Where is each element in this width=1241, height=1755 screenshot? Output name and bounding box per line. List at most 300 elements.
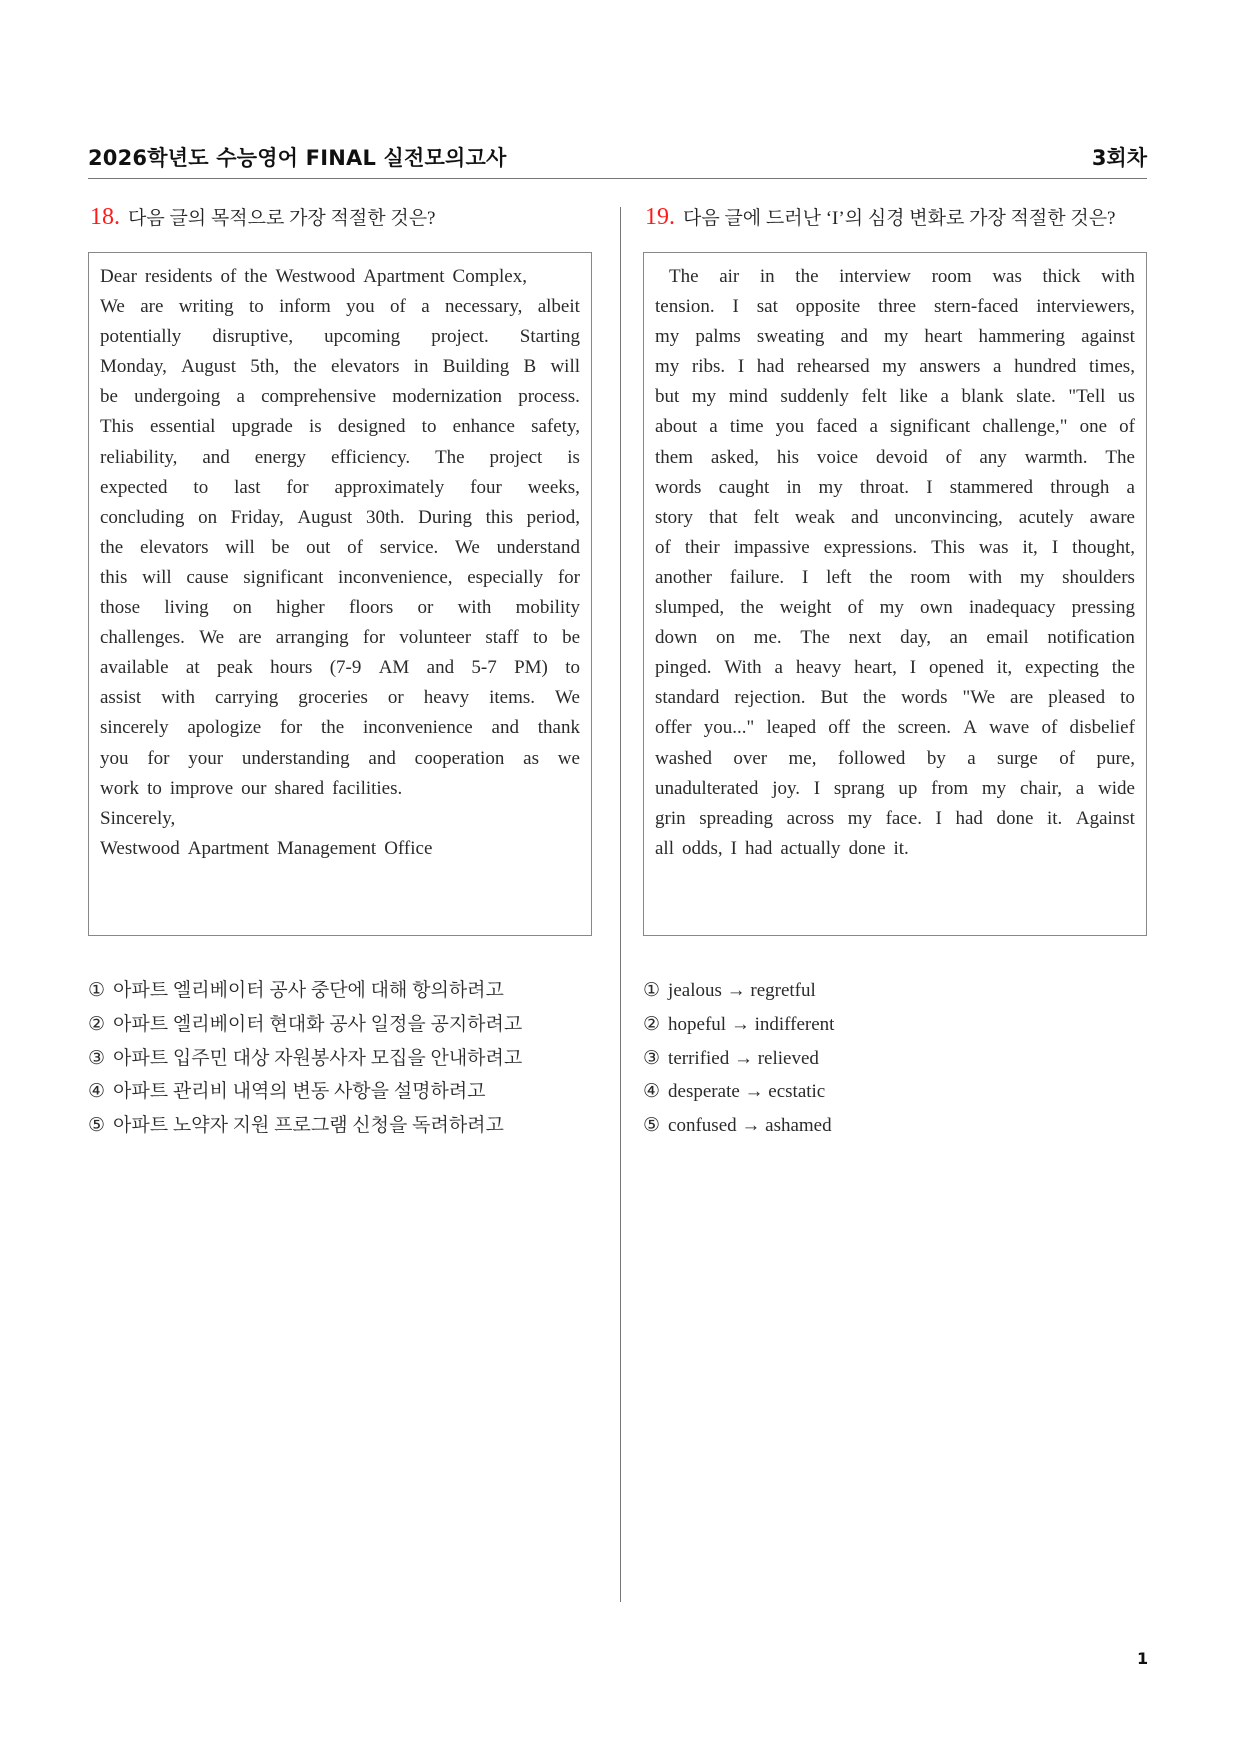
word: This [100,416,134,438]
word: aware [1089,506,1135,528]
word: off [828,717,851,739]
word: A [963,717,977,739]
word: I [737,356,745,378]
word: pressing [1071,597,1135,619]
word: the [1111,657,1135,679]
word: Apartment [187,837,270,859]
word: and [491,717,519,739]
word: them [655,446,693,468]
word: room [910,566,951,588]
word: Management [277,837,377,859]
word: unadulterated [655,777,759,799]
word: those [100,597,141,619]
passage-line [100,382,580,412]
word: of [1119,416,1135,438]
word: asked, [710,446,759,468]
word: higher [276,597,325,619]
passage-line [655,744,1135,774]
word: failure. [729,566,785,588]
word: my [691,386,717,408]
word: up [898,777,918,799]
word: in [786,476,802,498]
word: the [320,717,345,739]
word: Dear [100,266,137,287]
word: AM [378,657,410,679]
word: hours [270,657,313,679]
word: opposite [795,296,861,318]
word: staff [485,627,519,649]
word: us [1117,386,1135,408]
word: left [826,566,852,588]
word: stern-faced [933,296,1019,318]
word: safety, [531,416,580,438]
passage-line [100,683,580,713]
word: Apartment [363,266,445,287]
word: process. [518,386,580,408]
passage-line [100,473,580,503]
word: This [931,536,965,558]
question-text: 다음 글의 목적으로 가장 적절한 것은? [128,208,436,229]
word: to [193,476,209,498]
passage-line [655,713,1135,743]
word: mind [728,386,768,408]
answer-choice-2[interactable] [643,1008,834,1042]
word: of [1041,717,1058,739]
word: pinged. [655,657,712,679]
word: are [140,296,164,318]
word: efficiency. [331,446,411,468]
word: you [346,296,375,318]
header-divider [88,178,1147,179]
word: chair, [1019,777,1062,799]
word: period, [526,506,580,528]
word: heart, [854,657,897,679]
choice-text: confused → ashamed [668,1115,832,1137]
word: our [241,777,267,799]
word: it, [1022,536,1038,558]
choice-number: ② [88,1013,106,1035]
word: peak [216,657,253,679]
choice-text: 아파트 노약자 지원 프로그램 신청을 독려하려고 [113,1115,504,1137]
word: be [562,627,580,649]
word: face. [885,807,922,829]
word: it, [996,657,1013,679]
word: joy. [772,777,800,799]
word: We [455,536,480,558]
passage-line [655,623,1135,653]
passage-line [655,774,1135,804]
word: in [413,356,429,378]
word: to [421,416,437,438]
word: air [719,266,740,287]
word: upgrade [231,416,293,438]
word: a [236,386,245,408]
word: expressions. [823,536,918,558]
word: of [347,536,363,558]
passage-line [100,713,580,743]
word: The [435,446,465,468]
word: ribs. [691,356,726,378]
word: necessary, [444,296,523,318]
word: approximately [334,476,445,498]
word: for [557,566,580,588]
word: sat [756,296,778,318]
word: my [655,356,680,378]
word: your [188,747,224,769]
question-19-passage [643,252,1147,936]
passage-line [655,834,1135,864]
passage-line [655,262,1135,292]
word: We [100,296,125,318]
passage-line [100,563,580,593]
word: apologize [187,717,262,739]
word: We [199,627,225,649]
passage-line [100,744,580,774]
word: me. [753,627,782,649]
word: day, [900,627,932,649]
word: or [387,687,404,709]
word: that [709,506,738,528]
word: in [759,266,775,287]
word: "Tell [1068,386,1106,408]
word: of [847,597,864,619]
word: any [979,446,1007,468]
word: the [862,717,886,739]
word: upcoming [324,326,401,348]
word: With [724,657,762,679]
word: slate. [1016,386,1056,408]
word: my [884,326,909,348]
word: on [232,597,252,619]
word: improve [169,777,234,799]
word: to [248,296,264,318]
choice-text: jealous → regretful [668,980,816,1001]
word: heavy [423,687,470,709]
passage-line [655,593,1135,623]
answer-choice-5[interactable] [643,1109,834,1143]
word: I [732,296,739,318]
choice-number: ① [88,980,106,1001]
word: own [920,597,953,619]
word: albeit [537,296,580,318]
word: a [993,356,1002,378]
word: about [655,416,698,438]
passage-line [100,352,580,382]
word: reliability, [100,446,178,468]
answer-choice-4[interactable] [643,1075,834,1109]
word: to [533,627,548,649]
word: devoid [875,446,928,468]
word: this [100,566,128,588]
word: was [978,536,1009,558]
word: an [949,627,968,649]
word: to [147,777,162,799]
passage-line [100,262,580,292]
choice-number: ① [643,980,661,1001]
word: it. [893,837,909,859]
word: but [655,386,680,408]
word: groceries [298,687,368,709]
word: me, [788,747,817,769]
passage-line [100,322,580,352]
word: challenge," [982,416,1068,438]
word: inconvenience, [338,566,453,588]
word: Against [1075,807,1135,829]
word: inadequacy [968,597,1056,619]
word: the [795,266,819,287]
word: I [1051,536,1059,558]
word: across [786,807,835,829]
word: Friday, [230,506,284,528]
word: unconvincing, [894,506,1003,528]
word: thick [1042,266,1081,287]
word: of [1059,747,1076,769]
word: 5-7 [471,657,497,679]
word: followed [837,747,906,769]
word: tension. [655,296,715,318]
word: had [955,807,983,829]
word: and [202,446,230,468]
word: expecting [1025,657,1099,679]
passage-line [100,443,580,473]
word: assist [100,687,142,709]
choice-number: ② [643,1013,661,1035]
word: interview [839,266,911,287]
word: items. [489,687,536,709]
passage-line [100,533,580,563]
word: email [986,627,1029,649]
word: surge [997,747,1038,769]
word: shoulders [1062,566,1135,588]
word: my [1019,566,1045,588]
passage-line [655,292,1135,322]
word: of [655,536,671,558]
passage-line [655,653,1135,683]
word: and [840,326,868,348]
word: and [851,506,879,528]
word: available [100,657,169,679]
word: (7-9 [329,657,362,679]
word: enhance [452,416,515,438]
word: warmth. [1024,446,1088,468]
word: opened [929,657,984,679]
word: we [557,747,580,769]
word: and [368,747,396,769]
word: it. [1046,807,1063,829]
passage-line [655,473,1135,503]
word: Westwood [100,837,180,859]
word: words [655,476,702,498]
word: thought, [1072,536,1135,558]
word: a [421,296,430,318]
word: on [198,506,218,528]
word: sprang [833,777,885,799]
answer-choice-3[interactable] [88,1042,522,1076]
word: I [909,657,917,679]
word: facilities. [332,777,403,799]
word: for [362,627,386,649]
choice-number: ④ [88,1081,106,1103]
word: this [485,506,514,528]
answer-choice-5[interactable] [88,1109,522,1143]
word: of [220,266,237,287]
question-18-prompt [90,203,436,231]
word: offer [655,717,692,739]
word: thank [537,717,580,739]
word: all [655,837,674,859]
word: I [926,476,933,498]
choice-text: 아파트 엘리베이터 현대화 공사 일정을 공지하려고 [113,1013,523,1035]
word: story [655,506,693,528]
word: rejection. [734,687,806,709]
word: be [100,386,118,408]
word: Sincerely, [100,807,176,829]
choice-text: 아파트 입주민 대상 자원봉사자 모집을 안내하려고 [113,1047,523,1069]
word: spreading [699,807,774,829]
word: had [756,356,785,378]
passage-line [100,593,580,623]
question-19-prompt [645,203,1116,231]
word: I [935,807,942,829]
word: room [931,266,972,287]
word: time [729,416,764,438]
word: acutely [1018,506,1074,528]
word: the [244,266,268,287]
word: During [418,506,472,528]
word: I [730,837,737,859]
word: August [297,506,353,528]
word: of [945,446,962,468]
word: August [181,356,236,378]
word: is [567,446,580,468]
word: notification [1047,627,1135,649]
passage-line [100,623,580,653]
passage-line [655,443,1135,473]
word: answers [919,356,981,378]
word: hundred [1014,356,1077,378]
word: especially [467,566,544,588]
word: the [862,687,887,709]
word: caught [718,476,770,498]
word: throat. [859,476,909,498]
word: a [967,747,976,769]
word: cooperation [414,747,505,769]
word: three [878,296,917,318]
answer-choice-2[interactable] [88,1008,522,1042]
word: a [709,416,718,438]
passage-line [100,503,580,533]
word: actually [780,837,841,859]
word: against [1081,326,1135,348]
word: sincerely [100,717,169,739]
word: B [523,356,537,378]
question-number: 18. [90,204,120,230]
word: on [715,627,735,649]
choice-text: hopeful → indifferent [668,1013,835,1035]
passage-line [655,563,1135,593]
choice-text: terrified → relieved [668,1047,819,1069]
page-number: 1 [1137,1649,1149,1668]
passage-line [655,382,1135,412]
word: shared [274,777,325,799]
passage-line [655,352,1135,382]
word: the [293,356,317,378]
choice-number: ④ [643,1081,661,1103]
answer-choice-4[interactable] [88,1075,522,1109]
question-18-passage [88,252,592,936]
word: interviewers, [1036,296,1135,318]
answer-choice-1[interactable] [88,974,522,1008]
choice-text: desperate → ecstatic [668,1081,826,1103]
word: you [775,416,805,438]
word: are [238,627,262,649]
word: through [1050,476,1110,498]
word: hammering [978,326,1066,348]
word: The [1105,446,1135,468]
word: my [882,356,907,378]
word: leaped [766,717,817,739]
passage-line [100,292,580,322]
word: service. [379,536,439,558]
word: work [100,777,140,799]
question-number: 19. [645,204,675,230]
word: 30th. [365,506,405,528]
word: 5th, [250,356,280,378]
word: project [489,446,543,468]
word: with [457,597,492,619]
answer-choice-3[interactable] [643,1042,834,1076]
word: my [655,326,680,348]
word: for [147,747,170,769]
word: a [869,416,878,438]
word: you [100,747,129,769]
word: stammered [949,476,1034,498]
word: The [800,627,830,649]
word: weak [794,506,836,528]
word: inconvenience [363,717,473,739]
word: potentially [100,326,182,348]
word: volunteer [399,627,472,649]
passage-line [655,804,1135,834]
word: disbelief [1069,717,1135,739]
word: the [740,597,764,619]
word: project. [431,326,489,348]
word: of [390,296,406,318]
word: understand [496,536,580,558]
word: grin [655,807,686,829]
answer-choice-1[interactable] [643,974,834,1008]
word: Monday, [100,356,167,378]
choice-text: 아파트 관리비 내역의 변동 사항을 설명하려고 [113,1081,486,1103]
word: energy [254,446,307,468]
word: concluding [100,506,185,528]
word: living [164,597,209,619]
word: another [655,566,712,588]
word: or [417,597,434,619]
word: from [931,777,969,799]
word: residents [144,266,213,287]
word: a [774,657,783,679]
word: comprehensive [261,386,377,408]
word: the [869,566,893,588]
passage-line [655,412,1135,442]
word: arranging [275,627,349,649]
passage-line [655,683,1135,713]
word: standard [655,687,720,709]
exam-round: 3회차 [1091,146,1147,170]
word: writing [178,296,234,318]
word: a [940,386,949,408]
